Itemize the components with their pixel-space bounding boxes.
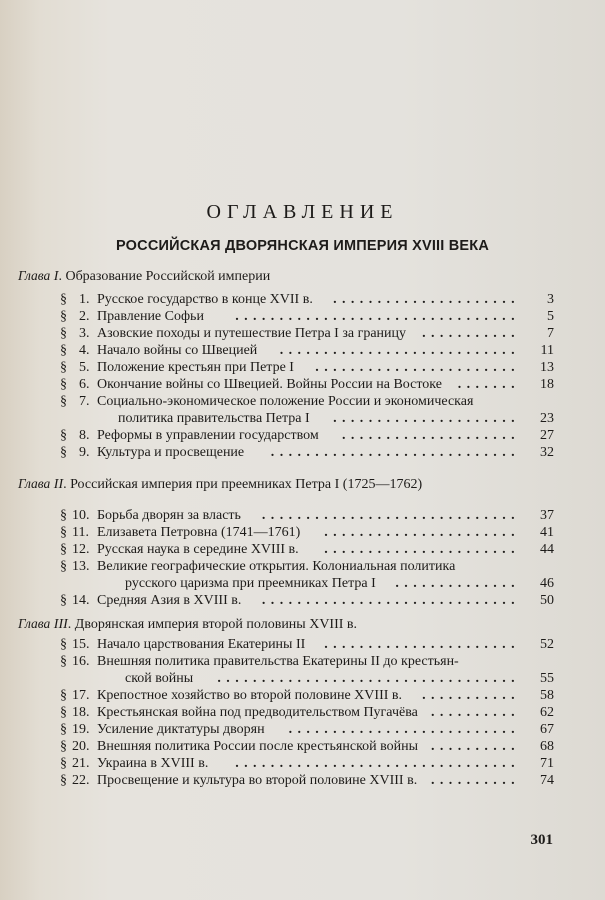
toc-entry (60, 542, 554, 559)
section-sign: § (60, 445, 67, 460)
section-sign: § (60, 559, 67, 574)
toc-entry (60, 292, 554, 309)
section-title: ской войны (125, 671, 194, 686)
section-sign: § (60, 739, 67, 754)
section-page-number: 46 (540, 576, 554, 591)
section-title: Реформы в управлении государством (97, 428, 319, 443)
chapter-label: Глава (18, 476, 51, 491)
chapter-heading: Глава I. Образование Российской империи (18, 268, 271, 284)
toc-entry (60, 773, 554, 790)
section-number: 20. (72, 739, 90, 754)
section-mark (60, 445, 90, 461)
toc-entry (60, 428, 554, 445)
section-title: Крестьянская война под предводительством Пугачёва (97, 705, 418, 720)
section-mark (60, 292, 90, 308)
section-page-number: 44 (540, 542, 554, 557)
section-page-number: 23 (540, 411, 554, 426)
section-number: 13. (72, 559, 90, 574)
section-title: политика правительства Петра I (118, 411, 310, 426)
chapter-number: II (53, 477, 64, 492)
section-page-number: 11 (540, 343, 554, 358)
toc-entry (60, 525, 554, 542)
section-mark (60, 377, 90, 393)
dot-leader: ................................ (235, 309, 520, 324)
section-mark (60, 756, 90, 772)
section-mark (60, 326, 90, 342)
toc-entry-continuation (60, 576, 554, 593)
section-number: 6. (79, 377, 90, 392)
section-number: 11. (72, 525, 89, 540)
section-mark (60, 739, 90, 755)
section-number: 10. (72, 508, 90, 523)
toc-entry-continuation (60, 411, 554, 428)
section-sign: § (60, 773, 67, 788)
page-number: 301 (530, 832, 553, 848)
page-title: ОГЛАВЛЕНИЕ (206, 201, 399, 223)
dot-leader: ....... (457, 377, 520, 392)
section-mark (60, 360, 90, 376)
section-mark (60, 773, 90, 789)
section-title: Положение крестьян при Петре I (97, 360, 294, 375)
section-mark (60, 508, 90, 524)
section-sign: § (60, 654, 67, 669)
chapter-heading: Глава III. Дворянская империя второй половины XVIII в. (18, 616, 358, 632)
chapter-title: Образование Российской империи (65, 269, 271, 284)
dot-leader: ............................. (261, 508, 520, 523)
section-sign: § (60, 756, 67, 771)
section-sign: § (60, 309, 67, 324)
section-mark (60, 525, 89, 541)
toc-entry (60, 343, 554, 360)
section-title: Русская наука в середине XVIII в. (97, 542, 299, 557)
toc-entry (60, 445, 554, 462)
toc-entry (60, 360, 554, 377)
dot-leader: ............................ (270, 445, 520, 460)
toc-entry (60, 756, 554, 773)
section-mark (60, 654, 90, 670)
dot-leader: ...................... (324, 637, 520, 652)
dot-leader: .......... (431, 739, 520, 754)
dot-leader: ........... (422, 326, 520, 341)
section-sign: § (60, 525, 67, 540)
section-sign: § (60, 542, 67, 557)
section-number: 2. (79, 309, 90, 324)
section-sign: § (60, 508, 67, 523)
toc-entry-continuation (60, 671, 554, 688)
section-title: Елизавета Петровна (1741—1761) (97, 525, 301, 540)
toc-entry (60, 739, 554, 756)
section-title: Внешняя политика правительства Екатерины II до крестьян- (97, 654, 459, 669)
section-sign: § (60, 360, 67, 375)
section-title: Великие географические открытия. Колониальная политика (97, 559, 456, 574)
section-mark (60, 559, 90, 575)
section-sign: § (60, 377, 67, 392)
section-sign: § (60, 705, 67, 720)
section-page-number: 7 (547, 326, 554, 341)
chapter-heading: Глава II. Российская империя при преемниках Петра I (1725—1762) (18, 476, 423, 492)
section-number: 9. (79, 445, 90, 460)
chapter-label: Глава (18, 616, 51, 631)
section-sign: § (60, 593, 67, 608)
toc-entry (60, 593, 554, 610)
section-mark (60, 428, 90, 444)
section-number: 17. (72, 688, 90, 703)
chapter-number: III (53, 617, 68, 632)
section-title: Начало войны со Швецией (97, 343, 258, 358)
toc-entry (60, 705, 554, 722)
section-page-number: 71 (540, 756, 554, 771)
chapter-label: Глава (18, 268, 51, 283)
section-page-number: 52 (540, 637, 554, 652)
dot-leader: .......... (431, 773, 520, 788)
dot-leader: ..................... (333, 292, 520, 307)
section-page-number: 67 (540, 722, 554, 737)
section-page-number: 68 (540, 739, 554, 754)
dot-leader: .................................. (217, 671, 520, 686)
section-sign: § (60, 394, 67, 409)
dot-leader: ...................... (324, 542, 520, 557)
section-number: 1. (79, 292, 90, 307)
section-title: Крепостное хозяйство во второй половине XVIII в. (97, 688, 402, 703)
section-number: 18. (72, 705, 90, 720)
toc-entry (60, 309, 554, 326)
section-page-number: 58 (540, 688, 554, 703)
dot-leader: ........................... (279, 343, 520, 358)
section-title: Культура и просвещение (97, 445, 245, 460)
section-mark (60, 542, 90, 558)
page-subtitle: РОССИЙСКАЯ ДВОРЯНСКАЯ ИМПЕРИЯ XVIII ВЕКА (115, 238, 489, 254)
dot-leader: ................................ (235, 756, 520, 771)
section-mark (60, 722, 90, 738)
section-number: 12. (72, 542, 90, 557)
section-title: Азовские походы и путешествие Петра I за границу (97, 326, 407, 341)
section-title: Средняя Азия в XVIII в. (97, 593, 242, 608)
section-page-number: 55 (540, 671, 554, 686)
toc-entry (60, 377, 554, 394)
section-page-number: 32 (540, 445, 554, 460)
section-page-number: 62 (540, 705, 554, 720)
section-title: Правление Софьи (97, 309, 204, 324)
section-page-number: 41 (540, 525, 554, 540)
section-sign: § (60, 637, 67, 652)
toc-entry (60, 394, 554, 411)
section-page-number: 5 (547, 309, 554, 324)
section-title: Русское государство в конце XVII в. (97, 292, 313, 307)
dot-leader: ....................... (315, 360, 520, 375)
section-mark (60, 705, 90, 721)
section-title: Внешняя политика России после крестьянской войны (97, 739, 419, 754)
section-sign: § (60, 428, 67, 443)
toc-entry (60, 654, 554, 671)
section-sign: § (60, 343, 67, 358)
section-number: 7. (79, 394, 90, 409)
toc-entry (60, 508, 554, 525)
section-mark (60, 593, 90, 609)
section-page-number: 27 (540, 428, 554, 443)
section-sign: § (60, 292, 67, 307)
dot-leader: ..................... (333, 411, 520, 426)
section-mark (60, 637, 90, 653)
dot-leader: ...................... (324, 525, 520, 540)
section-number: 22. (72, 773, 90, 788)
section-number: 3. (79, 326, 90, 341)
toc-entry (60, 722, 554, 739)
section-title: Украина в XVIII в. (97, 756, 209, 771)
section-title: Борьба дворян за власть (97, 508, 241, 523)
section-sign: § (60, 722, 67, 737)
section-title: Просвещение и культура во второй половине XVIII в. (97, 773, 418, 788)
dot-leader: .................... (342, 428, 520, 443)
dot-leader: .............. (395, 576, 520, 591)
section-page-number: 18 (540, 377, 554, 392)
section-page-number: 74 (540, 773, 554, 788)
chapter-title: Дворянская империя второй половины XVIII в. (74, 617, 358, 632)
section-page-number: 13 (540, 360, 554, 375)
section-mark (60, 394, 90, 410)
dot-leader: .......... (431, 705, 520, 720)
section-title: русского царизма при преемниках Петра I (125, 576, 376, 591)
section-page-number: 37 (540, 508, 554, 523)
dot-leader: ........... (422, 688, 520, 703)
section-title: Начало царствования Екатерины II (97, 637, 306, 652)
section-page-number: 50 (540, 593, 554, 608)
toc-entry (60, 559, 554, 576)
section-number: 16. (72, 654, 90, 669)
chapter-title: Российская империя при преемниках Петра I (1725—1762) (70, 477, 423, 492)
dot-leader: ............................. (261, 593, 520, 608)
section-sign: § (60, 688, 67, 703)
section-number: 14. (72, 593, 90, 608)
section-number: 4. (79, 343, 90, 358)
section-mark (60, 688, 90, 704)
section-page-number: 3 (547, 292, 554, 307)
toc-entry (60, 637, 554, 654)
section-mark (60, 343, 90, 359)
section-number: 15. (72, 637, 90, 652)
chapter-number: I (53, 269, 59, 284)
section-title: Окончание войны со Швецией. Войны России на Востоке (97, 377, 442, 392)
dot-leader: .......................... (288, 722, 520, 737)
section-number: 19. (72, 722, 90, 737)
section-title: Усиление диктатуры дворян (97, 722, 265, 737)
section-number: 8. (79, 428, 90, 443)
toc-entry (60, 688, 554, 705)
section-number: 5. (79, 360, 90, 375)
section-number: 21. (72, 756, 90, 771)
section-mark (60, 309, 90, 325)
section-sign: § (60, 326, 67, 341)
section-title: Социально-экономическое положение России и экономическая (97, 394, 474, 409)
toc-entry (60, 326, 554, 343)
